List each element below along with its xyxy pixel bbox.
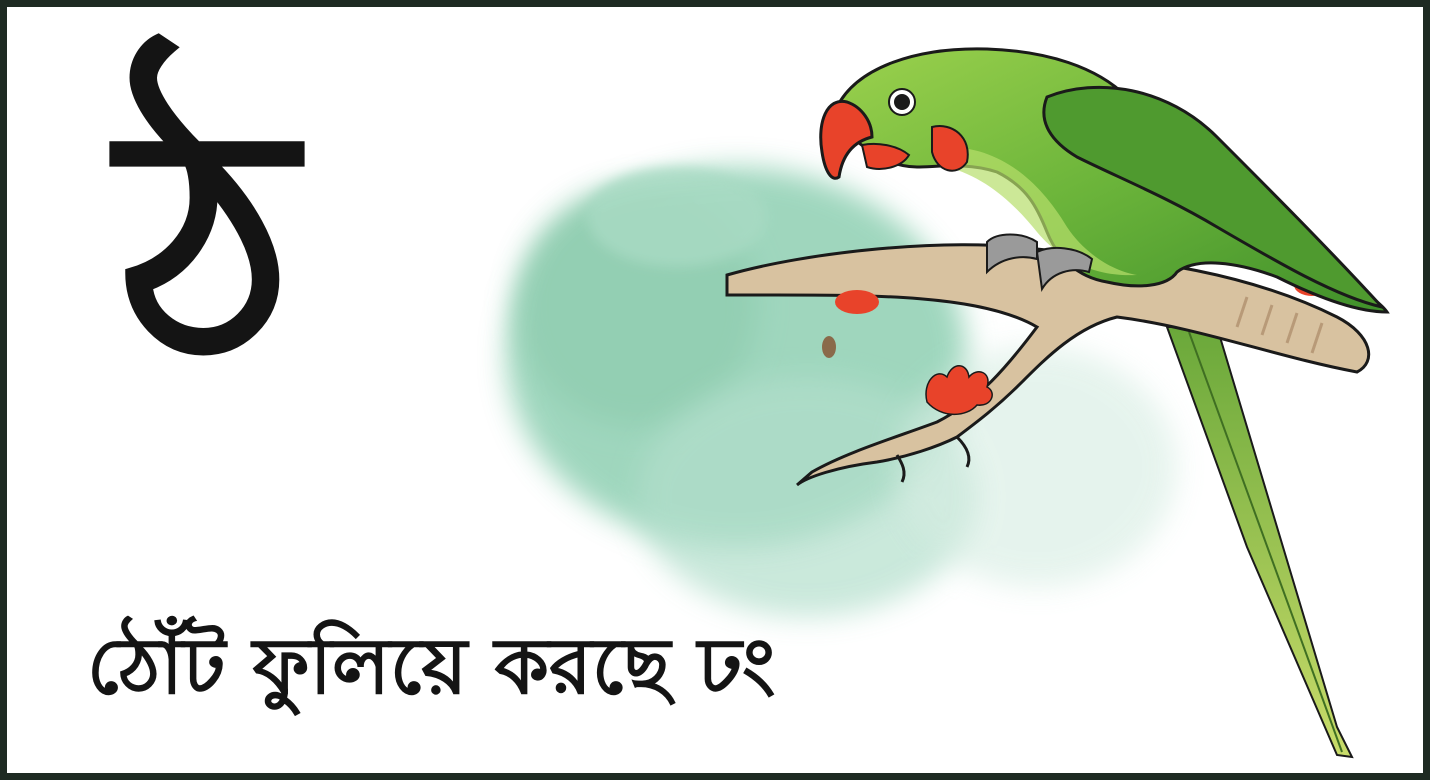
- alphabet-letter: ঠ: [118, 55, 296, 439]
- flower-bud-left: [835, 290, 879, 314]
- parrot-illustration: [477, 27, 1417, 767]
- rhyme-caption: ঠোঁট ফুলিয়ে করছে ঢং: [87, 622, 776, 712]
- parrot-tail: [1167, 327, 1352, 757]
- small-bug: [822, 336, 836, 358]
